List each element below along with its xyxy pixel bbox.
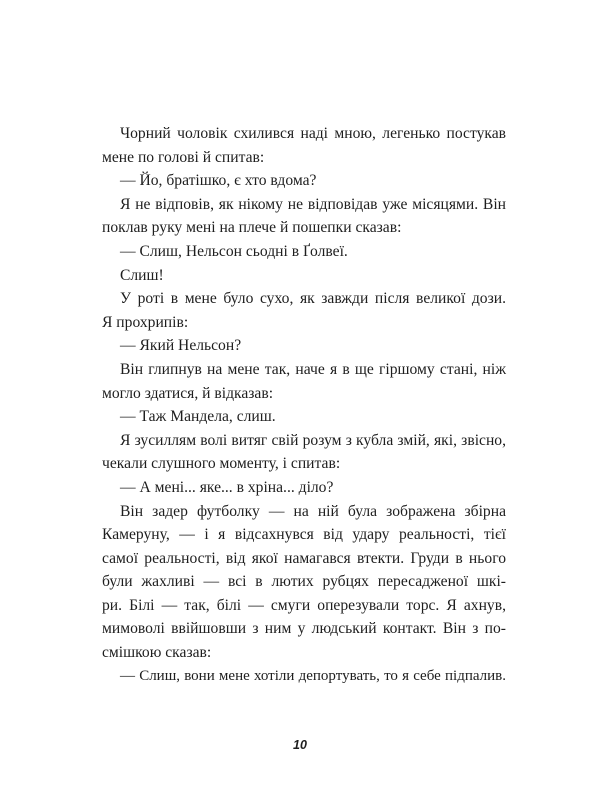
- text-line: Він задер футболку — на ній була зображена збірна: [120, 502, 506, 520]
- text-line: — Слиш, вони мене хотіли депортувать, то я себе підпалив.: [120, 667, 506, 684]
- text-line: — Слиш, Нельсон сьодні в Ґолвеї.: [120, 242, 348, 260]
- text-line: Я не відповів, як нікому не відповідав уже місяцями. Він: [120, 195, 506, 213]
- text-line: Камеруну, — і я відсахнувся від удару реальності, тієї: [102, 526, 506, 544]
- text-line: — Таж Мандела, слиш.: [120, 408, 276, 426]
- text-line: Чорний чоловік схилився наді мною, легенько постукав: [120, 125, 506, 142]
- text-line: Він глипнув на мене так, наче я в ще гіршому стані, ніж: [120, 360, 506, 378]
- text-line: — А мені... яке... в хріна... діло?: [120, 478, 334, 496]
- text-line: мене по голові й спитав:: [102, 148, 265, 166]
- text-line: самої реальності, від якої намагався втекти. Груди в нього: [102, 549, 506, 567]
- text-line: — Йо, братішко, є хто вдома?: [120, 172, 317, 190]
- text-line: — Який Нельсон?: [120, 337, 242, 355]
- text-line: чекали слушного моменту, і спитав:: [102, 455, 341, 473]
- text-line: Я зусиллям волі витяг свій розум з кубла змій, які, звісно,: [120, 431, 506, 449]
- text-line: У роті в мене було сухо, як завжди після великої дози.: [120, 290, 506, 308]
- text-line: поклав руку мені на плече й пошепки сказав:: [102, 219, 402, 237]
- page-number: 10: [293, 738, 307, 752]
- text-line: смішкою сказав:: [102, 644, 212, 662]
- text-line: Слиш!: [120, 266, 164, 284]
- text-line: були жахливі — всі в лютих рубцях пересадженої шкі-: [102, 573, 506, 591]
- text-line: могло здатися, й відказав:: [102, 384, 274, 402]
- text-line: мимоволі ввійшовши з ним у людський контакт. Він з по-: [102, 620, 506, 638]
- text-line: ри. Білі — так, білі — смуги оперезували торс. Я ахнув,: [102, 596, 506, 614]
- body-text: [102, 122, 506, 688]
- text-line: Я прохрипів:: [102, 313, 189, 331]
